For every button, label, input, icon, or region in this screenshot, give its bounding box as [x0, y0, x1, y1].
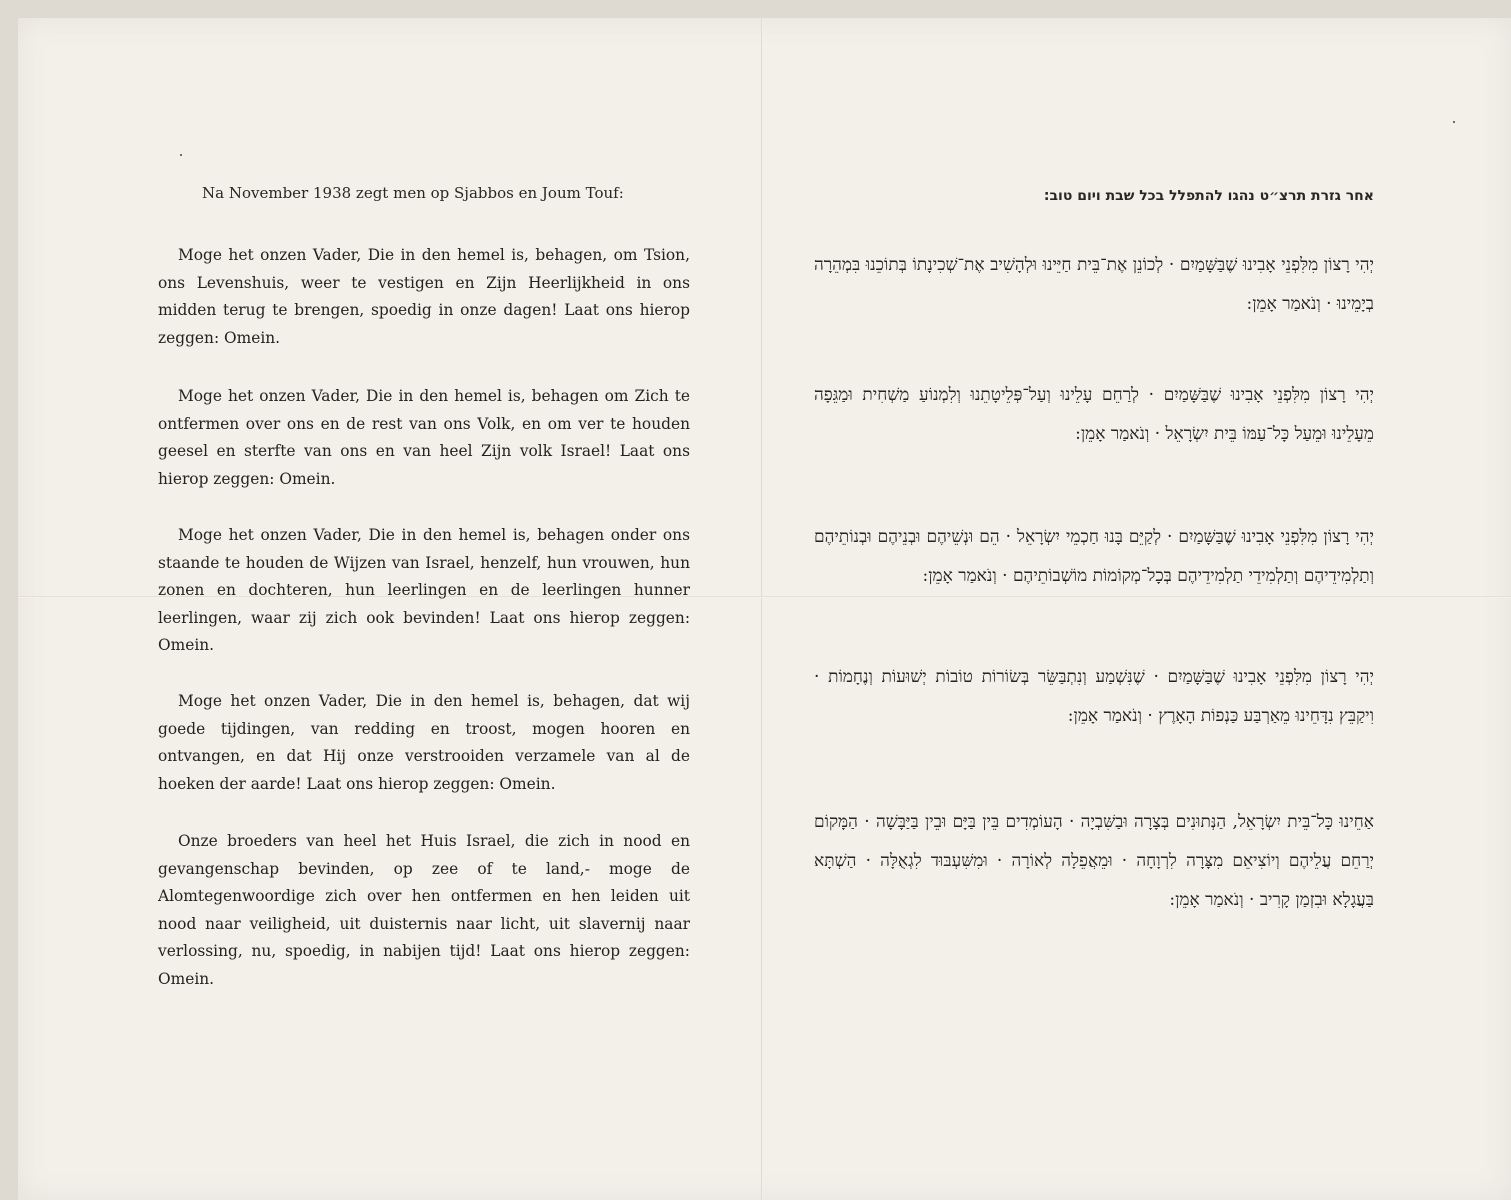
hebrew-paragraph-5: אַחֵינוּ כָּל־בֵּית יִשְׂרָאֵל, הַנְּתוּנִים בְּצָרָה וּבַשִּׁבְיָה · הָעוֹמְדִים בֵּין בַּיָּם וּבֵין בַּיַּבָּשָׁה · הַמָּקוֹם יְרַחֵם עֲלֵיהֶם וְיוֹצִיאֵם מִצָּרָה לִרְוָחָה · וּמֵאֲפֵלָה לְאוֹרָה · וּמִשִּׁעְבּוּד לִגְאֻלָּה · הַשְׁתָּא בַּעֲגָלָא וּבִזְמַן קָרִיב · וְנֹאמַר אָמֵן: [814, 812, 1374, 910]
hebrew-heading: אחר גזרת תרצ״ט נהגו להתפלל בכל שבת ויום טוב: [1043, 188, 1374, 204]
dutch-paragraph-2: Moge het onzen Vader, Die in den hemel is, behagen om Zich te ontfermen over ons en de rest van ons Volk, en om ver te houden geesel en sterfte van ons en van heel Zijn volk Israel! Laat ons hierop zeggen: Omein. [158, 387, 690, 488]
paper-speck [1453, 121, 1455, 123]
dutch-paragraph-1: Moge het onzen Vader, Die in den hemel is, behagen, om Tsion, ons Levenshuis, weer te vestigen en Zijn Heerlijkheid in ons midden terug te brengen, spoedig in onze dagen! Laat ons hierop zeggen: Omein. [158, 246, 690, 347]
paper-speck [180, 154, 182, 156]
hebrew-paragraph-3: יְהִי רָצוֹן מִלִּפְנֵי אָבִינוּ שֶׁבַּשָּׁמַיִם · לְקַיֵּם בָּנוּ חַכְמֵי יִשְׂרָאֵל · הֵם וּנְשֵׁיהֶם וּבְנֵיהֶם וּבְנוֹתֵיהֶם וְתַלְמִידֵיהֶם וְתַלְמִידֵי תַלְמִידֵיהֶם בְּכָל־מְקוֹמוֹת מוֹשְׁבוֹתֵיהֶם · וְנֹאמַר אָמֵן: [814, 527, 1374, 586]
right-page-hebrew [814, 18, 1374, 1200]
dutch-paragraph-3: Moge het onzen Vader, Die in den hemel is, behagen onder ons staande te houden de Wijzen van Israel, henzelf, hun vrouwen, hun zonen en dochteren, hun leerlingen en de leerlingen hunner leerlingen, waar zij zich ook bevinden! Laat ons hierop zeggen: Omein. [158, 526, 690, 654]
left-page-dutch [158, 18, 690, 1200]
dutch-paragraph-5: Onze broeders van heel het Huis Israel, die zich in nood en gevangenschap bevinden, op zee of te land,- moge de Alomtegenwoordige zich over hen ontfermen en hen leiden uit nood naar veiligheid, uit duisternis naar licht, uit slavernij naar verlossing, nu, spoedig, in nabijen tijd! Laat ons hierop zeggen: Omein. [158, 832, 690, 988]
hebrew-paragraph-4: יְהִי רָצוֹן מִלִּפְנֵי אָבִינוּ שֶׁבַּשָּׁמַיִם · שֶׁנִּשְׁמַע וְנִתְבַּשֵּׂר בְּשׂוֹרוֹת טוֹבוֹת יְשׁוּעוֹת וְנֶחָמוֹת · וִיקַבֵּץ נִדָּחֵינוּ מֵאַרְבַּע כַּנְפוֹת הָאָרֶץ · וְנֹאמַר אָמֵן: [814, 667, 1374, 726]
document-sheet [18, 18, 1511, 1200]
vertical-fold-line [761, 18, 763, 1200]
hebrew-paragraph-1: יְהִי רָצוֹן מִלִּפְנֵי אָבִינוּ שֶׁבַּשָּׁמַיִם · לְכוֹנֵן אֶת־בֵּית חַיֵּינוּ וּלְהָשִׁיב אֶת־שְׁכִינָתוֹ בְּתוֹכֵנוּ בִּמְהֵרָה בְיָמֵינוּ · וְנֹאמַר אָמֵן: [814, 255, 1374, 314]
dutch-heading: Na November 1938 zegt men op Sjabbos en Joum Touf: [202, 184, 624, 202]
hebrew-paragraph-2: יְהִי רָצוֹן מִלִּפְנֵי אָבִינוּ שֶׁבַּשָּׁמַיִם · לְרַחֵם עָלֵינוּ וְעַל־פְּלֵיטָתֵנוּ וְלִמְנוֹעַ מַשְׁחִית וּמַגֵּפָה מֵעָלֵינוּ וּמֵעַל כָּל־עַמּוֹ בֵּית יִשְׂרָאֵל · וְנֹאמַר אָמֵן: [814, 385, 1374, 444]
dutch-paragraph-4: Moge het onzen Vader, Die in den hemel is, behagen, dat wij goede tijdingen, van redding en troost, mogen hooren en ontvangen, en dat Hij onze verstrooiden verzamele van al de hoeken der aarde! Laat ons hierop zeggen: Omein. [158, 692, 690, 793]
